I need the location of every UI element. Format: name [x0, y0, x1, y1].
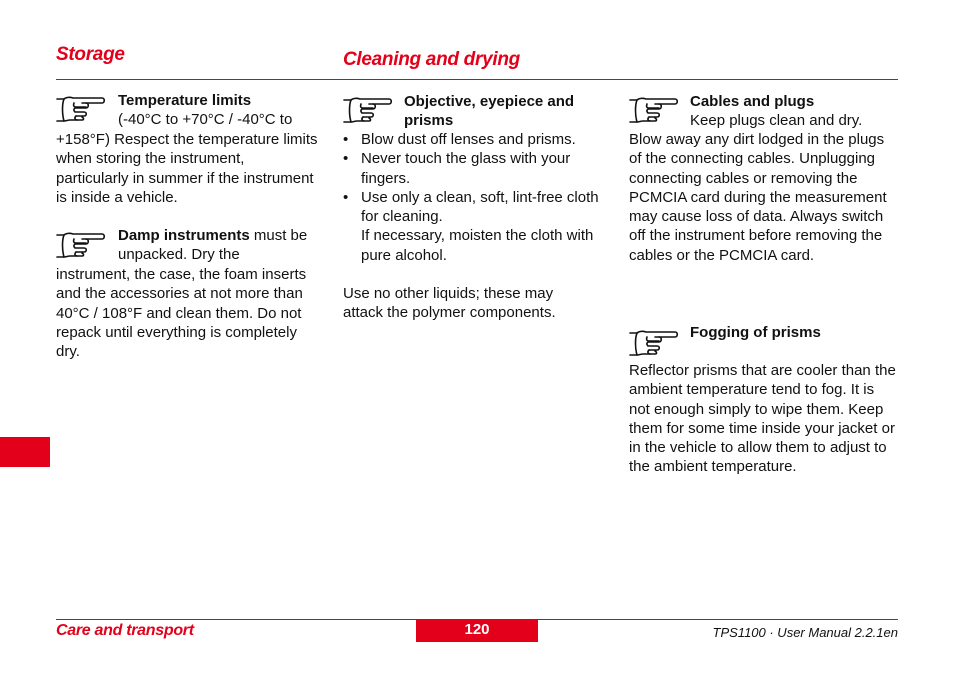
cables-line1: Keep plugs clean and dry. — [690, 112, 863, 130]
temperature-limits-text: +158°F) Respect the temperature limits when storing the instrument, particularly in summer if the instrument is inside a vehicle. — [56, 131, 318, 206]
temperature-limits-title: Temperature limits — [118, 92, 252, 109]
pointing-hand-icon — [56, 230, 106, 258]
bullet-note: If necessary, moisten the cloth with pure alcohol. — [361, 227, 594, 264]
damp-instruments-text: instrument, the case, the foam inserts and the accessories at not more than 40°C / 108°F and clean them. Do not repack until everything is completely dry. — [56, 266, 307, 361]
fogging-title: Fogging of prisms — [690, 324, 821, 341]
cleaning-heading: Cleaning and drying — [343, 49, 520, 70]
cables-text: Blow away any dirt lodged in the plugs of the connecting cables. Unplugging connecting cables or removing the PCMCIA card during the measurement may cause loss of data. Always switch off the instrument before removing the cables or the PCMCIA card. — [629, 131, 887, 264]
temperature-limits-line1: (-40°C to +70°C / -40°C to — [118, 111, 293, 129]
footer-manual: TPS1100 · User Manual 2.2.1en — [712, 625, 898, 640]
storage-heading: Storage — [56, 44, 125, 65]
list-item: • Never touch the glass with your fingers. — [343, 149, 615, 188]
damp-instruments-title: Damp instruments — [118, 227, 250, 244]
pointing-hand-icon — [629, 328, 679, 356]
page-number: 120 — [416, 619, 538, 642]
damp-instruments-line2: unpacked. Dry the — [118, 246, 240, 264]
footer-section: Care and transport — [56, 622, 194, 639]
pointing-hand-icon — [629, 95, 679, 123]
damp-instruments-suffix: must be — [249, 227, 308, 244]
list-item: • Use only a clean, soft, lint-free cloth for cleaning. — [343, 188, 615, 227]
list-item: • Blow dust off lenses and prisms. — [343, 130, 615, 149]
cables-title: Cables and plugs — [690, 93, 815, 110]
fogging-text: Reflector prisms that are cooler than the ambient temperature tend to fog. It is not enough simply to wipe them. Keep them for some time inside your jacket or in the vehicle to allow them to adjust to the ambient temperature. — [629, 362, 896, 476]
top-rule — [56, 79, 898, 80]
cleaning-note: Use no other liquids; these may attack the polymer components. — [343, 285, 556, 322]
pointing-hand-icon — [56, 94, 106, 122]
section-tab-marker — [0, 437, 50, 467]
cleaning-bullet-list — [343, 130, 615, 265]
objective-title: Objective, eyepiece and prisms — [404, 93, 575, 130]
pointing-hand-icon — [343, 95, 393, 123]
